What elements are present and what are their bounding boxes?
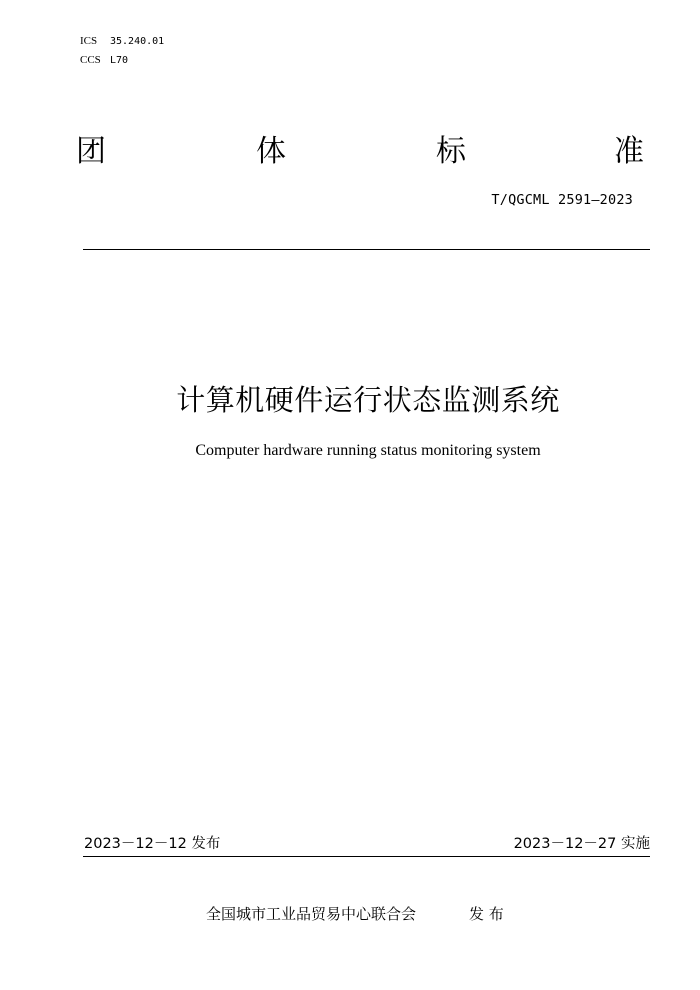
issue-action: 发 布 [469,905,504,923]
standard-type-char-3: 标 [436,134,466,169]
standard-type-char-4: 准 [614,134,644,169]
title-chinese: 计算机硬件运行状态监测系统 [176,383,560,417]
ics-classification [80,34,164,49]
header-divider [83,249,650,250]
ics-value: 35.240.01 [110,36,165,47]
ccs-label: CCS [80,54,101,66]
title-english: Computer hardware running status monitoring system [195,442,541,459]
ccs-value: L70 [110,55,129,66]
publish-date: 2023－12－12 发布 [84,836,221,852]
standard-type-char-1: 团 [76,134,106,169]
issuing-organization: 全国城市工业品贸易中心联合会 [206,905,417,923]
standard-number: T/QGCML 2591—2023 [491,192,633,208]
standard-type-char-2: 体 [256,134,286,169]
implement-date: 2023－12－27 实施 [513,836,650,852]
ccs-classification [80,53,128,68]
ics-label: ICS [80,35,98,47]
footer-divider [83,856,650,857]
